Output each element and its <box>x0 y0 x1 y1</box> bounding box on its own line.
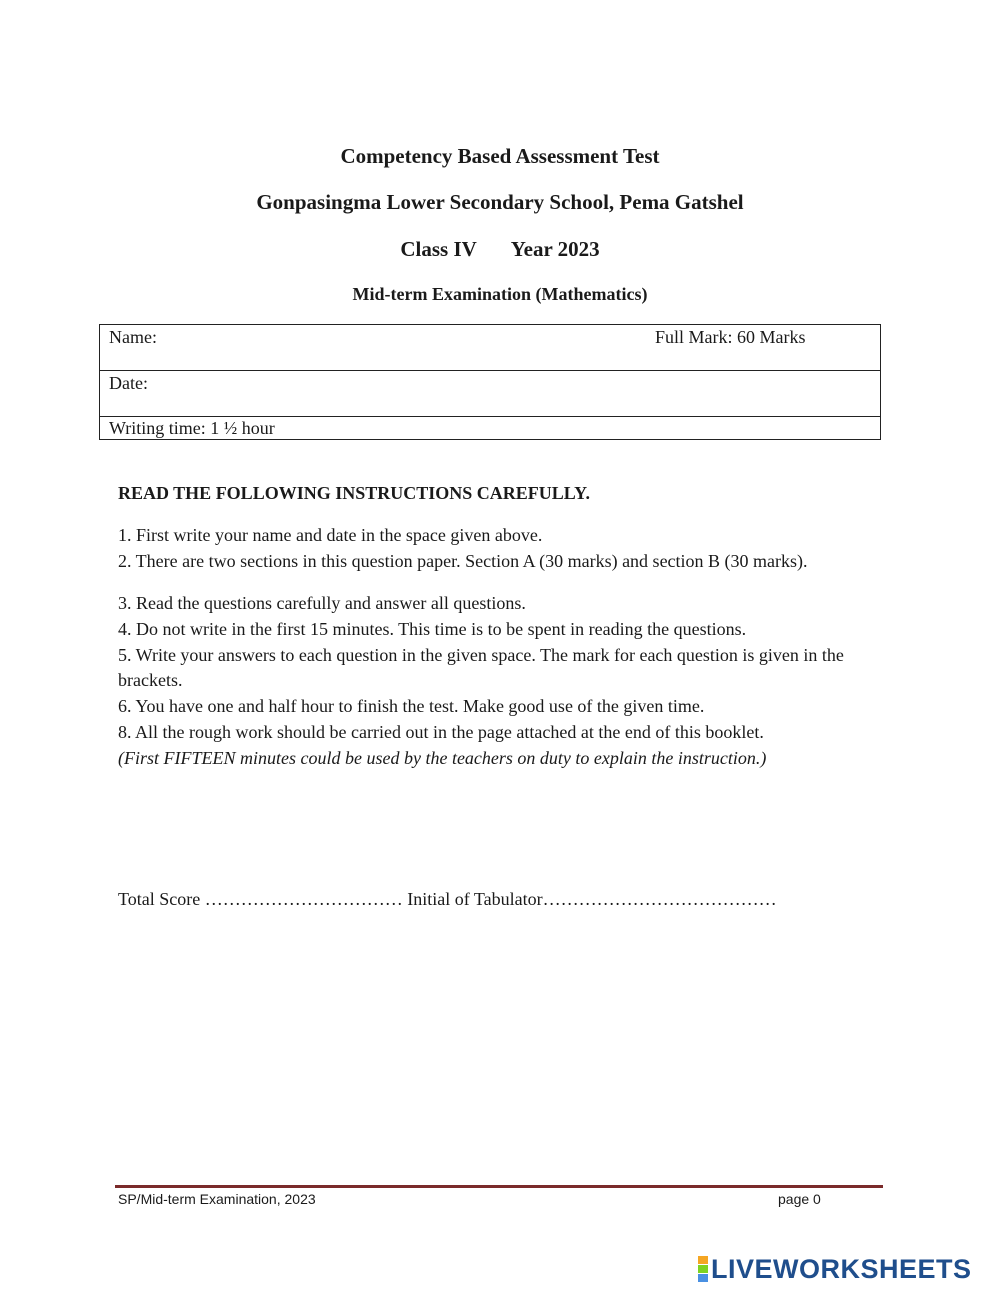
doc-title: Competency Based Assessment Test <box>340 144 660 168</box>
info-row-name <box>100 325 880 371</box>
instruction-item: 4. Do not write in the first 15 minutes. This time is to be spent in reading the questions. <box>118 619 747 639</box>
instructions-heading: READ THE FOLLOWING INSTRUCTIONS CAREFULLY. <box>118 483 590 503</box>
class-year-line <box>0 237 1000 262</box>
student-info-table <box>99 324 881 440</box>
logo-blocks-icon <box>698 1256 708 1282</box>
logo-block <box>698 1265 708 1273</box>
instruction-item: 5. Write your answers to each question in the given space. The mark for each question is given in the brackets. <box>118 645 844 690</box>
instruction-item: 8. All the rough work should be carried out in the page attached at the end of this booklet. <box>118 722 764 742</box>
full-mark: Full Mark: 60 Marks <box>655 327 806 347</box>
exam-title: Mid-term Examination (Mathematics) <box>352 284 648 304</box>
footer-exam-label: SP/Mid-term Examination, 2023 <box>118 1191 316 1207</box>
logo-text: LIVEWORKSHEETS <box>711 1253 972 1284</box>
instruction-item: 2. There are two sections in this question paper. Section A (30 marks) and section B (30 marks). <box>118 551 808 571</box>
liveworksheets-logo[interactable] <box>698 1254 972 1284</box>
year-label: Year 2023 <box>510 237 600 261</box>
info-row-time <box>100 417 880 439</box>
instruction-note: (First FIFTEEN minutes could be used by the teachers on duty to explain the instruction.) <box>118 748 767 768</box>
instruction-item: 1. First write your name and date in the space given above. <box>118 525 543 545</box>
date-field[interactable]: Date: <box>109 373 148 393</box>
instruction-item: 3. Read the questions carefully and answer all questions. <box>118 593 526 613</box>
instruction-item: 6. You have one and half hour to finish the test. Make good use of the given time. <box>118 696 705 716</box>
logo-block <box>698 1274 708 1282</box>
school-name: Gonpasingma Lower Secondary School, Pema Gatshel <box>256 190 744 214</box>
logo-block <box>698 1256 708 1264</box>
name-field[interactable]: Name: <box>109 327 157 347</box>
score-line[interactable]: Total Score …………………………… Initial of Tabulator………………………………… <box>118 889 777 909</box>
footer-page-number: page 0 <box>778 1191 821 1207</box>
writing-time: Writing time: 1 ½ hour <box>109 418 275 438</box>
class-label: Class IV <box>400 237 477 261</box>
footer-divider <box>115 1185 883 1188</box>
info-row-date <box>100 371 880 417</box>
